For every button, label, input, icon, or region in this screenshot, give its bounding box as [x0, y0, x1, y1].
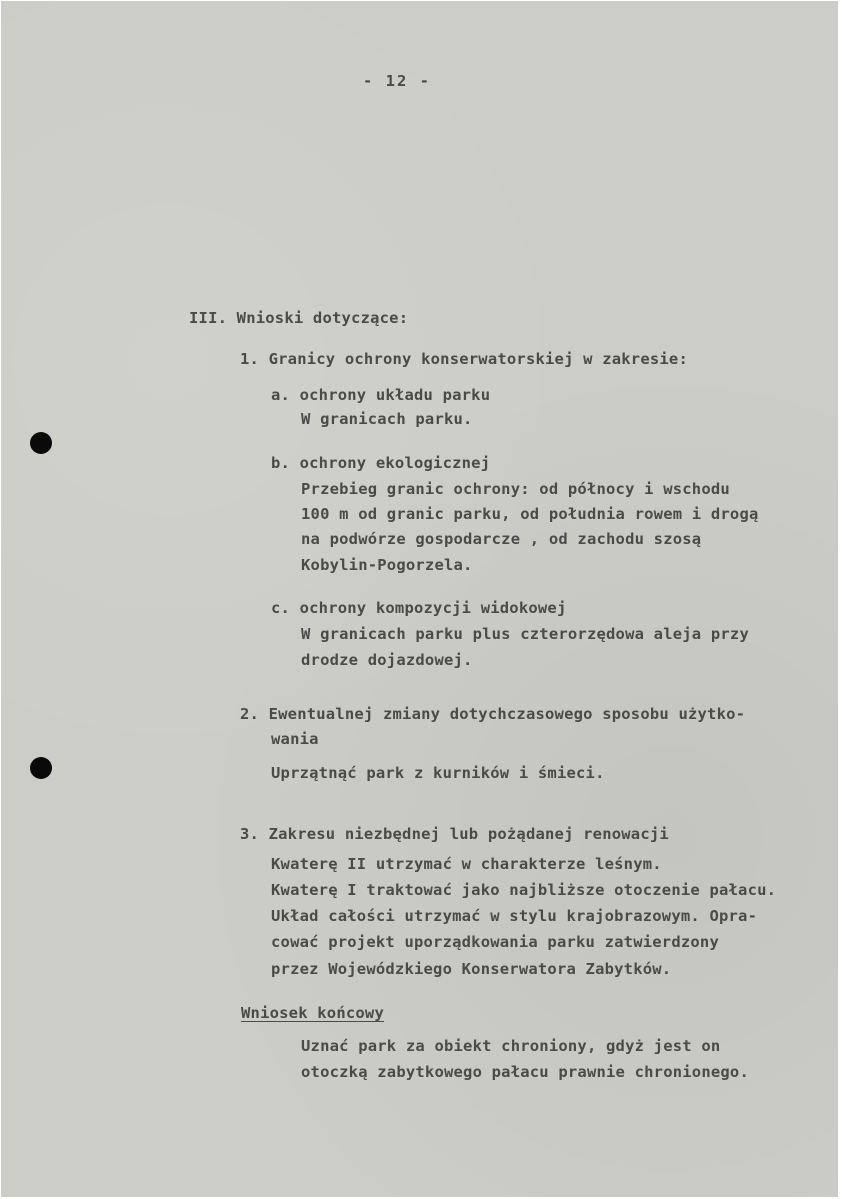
- item3-text-line: Układ całości utrzymać w stylu krajobrazowym. Opra-: [271, 907, 758, 925]
- conclusion-heading: Wniosek końcowy: [241, 1004, 384, 1022]
- punch-hole-top: [30, 432, 52, 454]
- item1b-label: b. ochrony ekologicznej: [271, 454, 491, 472]
- item3-text-line: cować projekt uporządkowania parku zatwierdzony: [271, 933, 719, 951]
- item1c-text-line: drodze dojazdowej.: [301, 651, 473, 669]
- item1c-text-line: W granicach parku plus czterorzędowa aleja przy: [301, 625, 749, 643]
- page-number: - 12 -: [363, 72, 431, 90]
- section-heading: III. Wnioski dotyczące:: [189, 309, 409, 327]
- item1b-text-line: 100 m od granic parku, od południa rowem i drogą: [301, 505, 759, 523]
- document-page: [1, 1, 838, 1197]
- item1b-text-line: na podwórze gospodarcze , od zachodu szosą: [301, 530, 702, 548]
- punch-hole-bottom: [30, 757, 52, 779]
- conclusion-text-line: Uznać park za obiekt chroniony, gdyż jest on: [301, 1037, 721, 1055]
- item3-text-line: Kwaterę II utrzymać w charakterze leśnym.: [271, 855, 662, 873]
- item2-title-line: wania: [271, 730, 319, 748]
- item1a-text-line: W granicach parku.: [301, 410, 473, 428]
- item2-text: Uprzątnąć park z kurników i śmieci.: [271, 764, 605, 782]
- item1b-text-line: Kobylin-Pogorzela.: [301, 556, 473, 574]
- item3-text-line: przez Wojewódzkiego Konserwatora Zabytków.: [271, 960, 672, 978]
- item1c-label: c. ochrony kompozycji widokowej: [271, 599, 567, 617]
- conclusion-text-line: otoczką zabytkowego pałacu prawnie chronionego.: [301, 1063, 749, 1081]
- item2-title-line: 2. Ewentualnej zmiany dotychczasowego sposobu użytko-: [240, 705, 746, 723]
- item1a-label: a. ochrony układu parku: [271, 386, 491, 404]
- item3-title: 3. Zakresu niezbędnej lub pożądanej renowacji: [240, 825, 669, 843]
- item3-text-line: Kwaterę I traktować jako najbliższe otoczenie pałacu.: [271, 881, 777, 899]
- item1-title: 1. Granicy ochrony konserwatorskiej w zakresie:: [240, 350, 688, 368]
- item1b-text-line: Przebieg granic ochrony: od północy i wschodu: [301, 480, 730, 498]
